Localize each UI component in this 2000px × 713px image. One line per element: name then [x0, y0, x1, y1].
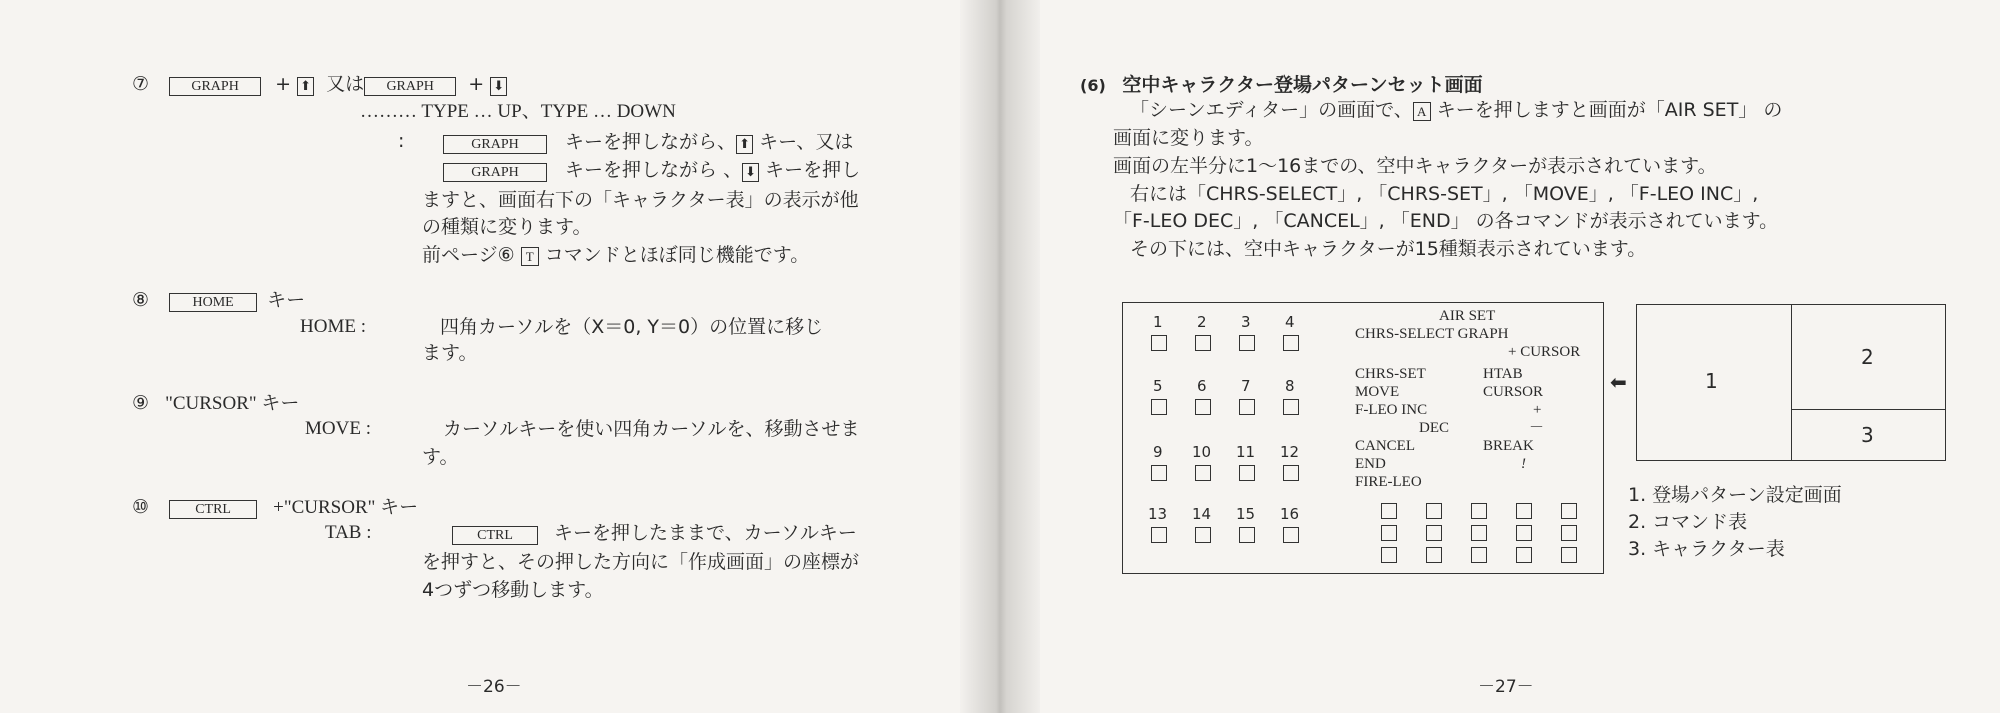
- slot-number: 7: [1241, 377, 1251, 395]
- item8-desc-line1: 四角カーソルを（X＝0, Y＝0）の位置に移じ: [440, 316, 824, 338]
- or-text: 又は: [326, 73, 365, 95]
- move-label: MOVE :: [305, 418, 371, 439]
- cmd-cursor: CURSOR: [1483, 384, 1544, 400]
- slot-number: 15: [1236, 505, 1256, 523]
- desc-text: 「シーンエディター」の画面で、: [1130, 99, 1413, 121]
- character-slot-box: [1239, 335, 1255, 351]
- legend-item-2: 2. コマンド表: [1628, 511, 1748, 533]
- cmd-plus: +: [1533, 402, 1542, 418]
- character-slot-box: [1195, 335, 1211, 351]
- character-slot-box: [1283, 465, 1299, 481]
- down-arrow-key-icon: ⬇: [742, 163, 759, 182]
- character-table-box: [1471, 525, 1487, 541]
- desc-text: キーを押しながら、: [565, 131, 737, 153]
- paragraph-line1: [1130, 99, 1782, 121]
- down-arrow-key-icon: ⬇: [490, 77, 507, 96]
- item-number: ⑧: [132, 289, 150, 311]
- item7-desc-line1: [443, 131, 853, 154]
- character-table-box: [1561, 547, 1577, 563]
- slot-number: 16: [1280, 505, 1300, 523]
- paragraph-line2: 画面に変ります。: [1113, 127, 1264, 149]
- character-table-box: [1561, 525, 1577, 541]
- character-table-box: [1426, 525, 1442, 541]
- slot-number: 9: [1153, 443, 1163, 461]
- item9-header: [132, 392, 299, 415]
- item7-desc-line3: ますと、画面右下の「キャラクター表」の表示が他: [422, 189, 859, 211]
- slot-number: 6: [1197, 377, 1207, 395]
- tab-label: TAB :: [325, 522, 372, 543]
- slot-number: 12: [1280, 443, 1300, 461]
- legend-item-3: 3. キャラクター表: [1628, 538, 1785, 560]
- character-table-box: [1381, 547, 1397, 563]
- cmd-fire-leo: FIRE-LEO: [1355, 474, 1422, 490]
- slot-number: 11: [1236, 443, 1256, 461]
- plus-sign: +: [275, 73, 292, 95]
- character-slot-box: [1283, 335, 1299, 351]
- plus-sign: +: [468, 73, 485, 95]
- a-key: A: [1413, 102, 1431, 121]
- up-arrow-key-icon: ⬆: [736, 135, 753, 154]
- character-slot-box: [1195, 465, 1211, 481]
- section-number: (6): [1080, 76, 1106, 95]
- graph-key: GRAPH: [364, 77, 456, 96]
- ctrl-key: CTRL: [452, 526, 538, 545]
- character-slot-box: [1151, 527, 1167, 543]
- region-2-label: 2: [1861, 345, 1874, 369]
- graph-key: GRAPH: [169, 77, 261, 96]
- paragraph-line6: その下には、空中キャラクターが15種類表示されています。: [1130, 238, 1647, 260]
- up-arrow-key-icon: ⬆: [297, 77, 314, 96]
- character-table-box: [1471, 503, 1487, 519]
- desc-text: コマンドとほぼ同じ機能です。: [544, 244, 810, 266]
- cmd-cancel: CANCEL: [1355, 438, 1415, 454]
- character-table-box: [1561, 503, 1577, 519]
- slot-number: 14: [1192, 505, 1212, 523]
- character-table-box: [1516, 525, 1532, 541]
- character-table-box: [1516, 503, 1532, 519]
- cmd-fleo-inc: F-LEO INC: [1355, 402, 1428, 418]
- item7-desc-line5: [422, 244, 809, 266]
- ctrl-key: CTRL: [169, 500, 257, 519]
- character-slot-box: [1151, 465, 1167, 481]
- legend-item-1: 1. 登場パターン設定画面: [1628, 484, 1842, 506]
- desc-text: キーを押したままで、カーソルキー: [554, 522, 857, 544]
- page-number-left: －26－: [466, 677, 522, 697]
- desc-text: 前ページ⑥: [422, 244, 515, 266]
- character-slot-box: [1283, 399, 1299, 415]
- graph-key: GRAPH: [443, 163, 547, 182]
- character-table-box: [1381, 525, 1397, 541]
- item7-desc-line4: の種類に変ります。: [422, 216, 592, 238]
- item-number: ⑦: [132, 73, 150, 95]
- item7-desc-line2: [443, 159, 860, 182]
- slot-number: 3: [1241, 313, 1251, 331]
- cmd-air-set: AIR SET: [1439, 308, 1496, 324]
- slot-number: 8: [1285, 377, 1295, 395]
- slot-number: 10: [1192, 443, 1212, 461]
- item-number: ⑨: [132, 392, 150, 414]
- item10-header: [132, 496, 418, 519]
- character-slot-box: [1151, 399, 1167, 415]
- slot-number: 13: [1148, 505, 1168, 523]
- home-label: HOME :: [300, 316, 366, 337]
- character-table-box: [1426, 547, 1442, 563]
- screen-layout-diagram: [1636, 304, 1946, 461]
- paragraph-line4: 右には「CHRS-SELECT」, 「CHRS-SET」, 「MOVE」, 「F-LEO INC」,: [1130, 183, 1759, 205]
- character-table-box: [1471, 547, 1487, 563]
- desc-text: キーを押しながら 、: [565, 159, 743, 181]
- desc-text: キーを押しますと画面が「AIR SET」 の: [1436, 99, 1783, 121]
- character-slot-box: [1195, 527, 1211, 543]
- slot-number: 1: [1153, 313, 1163, 331]
- section-heading: [1080, 74, 1483, 97]
- t-key: T: [521, 247, 539, 266]
- region-3-label: 3: [1861, 423, 1874, 447]
- slot-number: 4: [1285, 313, 1295, 331]
- region-1-label: 1: [1705, 369, 1718, 393]
- layout-divider-vertical: [1791, 305, 1792, 460]
- cmd-dec: DEC: [1419, 420, 1449, 436]
- colon: :: [398, 130, 405, 152]
- air-set-screen-diagram: [1122, 302, 1604, 574]
- cmd-break: BREAK: [1483, 438, 1534, 454]
- item10-title: +"CURSOR" キー: [273, 497, 419, 518]
- character-slot-box: [1239, 399, 1255, 415]
- paragraph-line3: 画面の左半分に1～16までの、空中キャラクターが表示されています。: [1113, 155, 1717, 177]
- item10-desc-line3: 4つずつ移動します。: [422, 579, 604, 601]
- key-suffix: キー: [267, 289, 306, 311]
- home-key: HOME: [169, 293, 257, 312]
- desc-text: キー、又は: [759, 131, 854, 153]
- item-number: ⑩: [132, 496, 150, 518]
- cmd-end: END: [1355, 456, 1386, 472]
- item9-desc-line2: す。: [422, 446, 459, 468]
- page-number-right: －27－: [1478, 677, 1534, 697]
- graph-key: GRAPH: [443, 135, 547, 154]
- item9-desc-line1: カーソルキーを使い四角カーソルを、移動させま: [443, 418, 860, 440]
- cmd-minus: －: [1529, 420, 1545, 436]
- character-slot-box: [1195, 399, 1211, 415]
- item8-desc-line2: ます。: [422, 342, 478, 364]
- layout-divider-horizontal: [1791, 409, 1945, 410]
- character-table-box: [1516, 547, 1532, 563]
- cmd-bang: !: [1521, 456, 1526, 472]
- desc-text: キーを押し: [765, 159, 861, 181]
- character-table-box: [1426, 503, 1442, 519]
- item8-header: [132, 289, 305, 312]
- cmd-move: MOVE: [1355, 384, 1400, 400]
- item10-desc-line1: [452, 522, 857, 545]
- left-arrow-icon: ⬅: [1610, 370, 1627, 394]
- cmd-plus-cursor: + CURSOR: [1508, 344, 1581, 360]
- book-gutter: [960, 0, 1040, 713]
- cmd-chrs-select: CHRS-SELECT GRAPH: [1355, 326, 1509, 342]
- cmd-htab: HTAB: [1483, 366, 1523, 382]
- character-table-box: [1381, 503, 1397, 519]
- character-slot-box: [1239, 527, 1255, 543]
- character-slot-box: [1151, 335, 1167, 351]
- slot-number: 5: [1153, 377, 1163, 395]
- cmd-chrs-set: CHRS-SET: [1355, 366, 1426, 382]
- section-title: 空中キャラクター登場パターンセット画面: [1122, 74, 1483, 96]
- paragraph-line5: 「F-LEO DEC」, 「CANCEL」, 「END」 の各コマンドが表示されています。: [1113, 210, 1779, 232]
- character-slot-box: [1283, 527, 1299, 543]
- item7-header: [132, 73, 507, 96]
- item10-desc-line2: を押すと、その押した方向に「作成画面」の座標が: [422, 551, 860, 573]
- item7-type-line: ……… TYPE … UP、TYPE … DOWN: [360, 101, 676, 122]
- character-slot-box: [1239, 465, 1255, 481]
- item9-title: "CURSOR" キー: [165, 393, 300, 414]
- slot-number: 2: [1197, 313, 1207, 331]
